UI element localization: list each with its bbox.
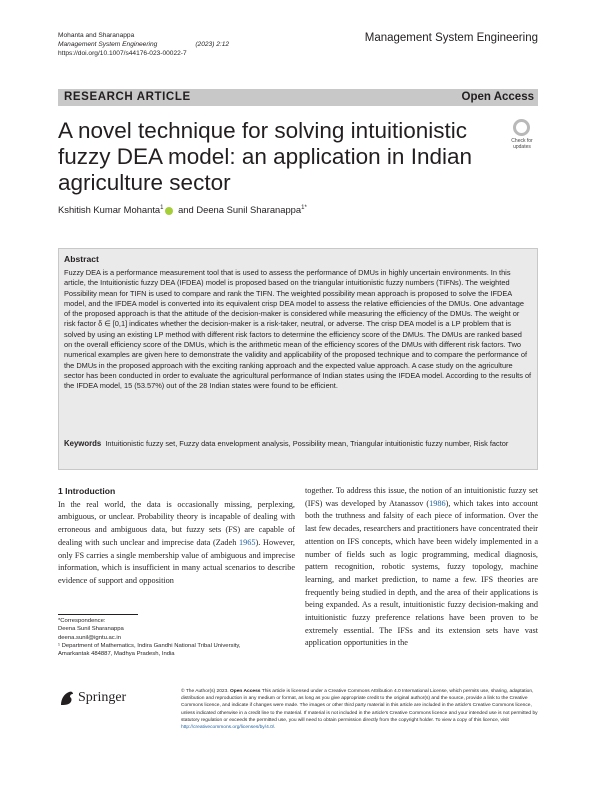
license-copyright: © The Author(s) 2023. bbox=[181, 689, 230, 694]
correspondence-label: *Correspondence: bbox=[58, 618, 106, 624]
open-access-label: Open Access bbox=[461, 91, 534, 103]
crossmark-icon bbox=[513, 119, 530, 136]
citation-link[interactable]: 1986 bbox=[429, 498, 446, 508]
footnote-divider bbox=[58, 614, 138, 615]
publisher-name: Springer bbox=[78, 690, 127, 705]
keywords-label: Keywords bbox=[64, 439, 102, 448]
author-list bbox=[58, 204, 307, 215]
author-2-affiliation: 1* bbox=[301, 204, 307, 211]
body-column-right bbox=[305, 485, 538, 650]
correspondence-email[interactable]: deena.sunil@igntu.ac.in bbox=[58, 634, 121, 641]
body-column-left bbox=[58, 485, 295, 588]
license-link[interactable]: http://creativecommons.org/licenses/by/4.0/ bbox=[181, 725, 275, 731]
abstract-heading: Abstract bbox=[64, 254, 99, 264]
license-end: . bbox=[274, 725, 276, 731]
article-title: A novel technique for solving intuitionistic fuzzy DEA model: an application in Indian agriculture sector bbox=[58, 118, 472, 195]
journal-name: Management System Engineering bbox=[364, 32, 538, 44]
author-1-affiliation: 1 bbox=[160, 204, 164, 211]
keywords-list: Intuitionistic fuzzy set, Fuzzy data envelopment analysis, Possibility mean, Triangular intuitionistic fuzzy number, Risk factor bbox=[105, 439, 509, 448]
running-header bbox=[58, 31, 229, 58]
orcid-icon[interactable] bbox=[165, 207, 173, 215]
intro-text-b: ). However, only FS carries a single membership value of ambiguous and imprecise information, which is insufficient in many actual scenarios to describe evidence of support and opposition bbox=[58, 537, 295, 585]
springer-horse-icon bbox=[58, 689, 76, 707]
intro-text-a: In the real world, the data is occasionally missing, perplexing, ambiguous, or unclear. Probability theory is incapable of dealing with erroneous and ambiguous data, but fuzzy sets (FS) are capable of dealing with such unclear and imprecise data (Zadeh bbox=[58, 499, 295, 547]
article-type-label: RESEARCH ARTICLE bbox=[64, 91, 191, 103]
article-type-banner bbox=[58, 89, 538, 106]
crossmark-badge[interactable] bbox=[506, 119, 538, 155]
crossmark-label: Check for updates bbox=[511, 138, 533, 150]
header-journal: Management System Engineering bbox=[58, 41, 158, 48]
footnotes bbox=[58, 617, 295, 658]
correspondence-name: Deena Sunil Sharanappa bbox=[58, 626, 124, 633]
affiliation-line-1: ¹ Department of Mathematics, Indira Gandhi National Tribal University, bbox=[58, 642, 241, 649]
license-open-access: Open Access bbox=[229, 689, 261, 694]
citation-link[interactable]: 1965 bbox=[239, 537, 256, 547]
section-heading-introduction: 1 Introduction bbox=[58, 486, 116, 496]
abstract-text: Fuzzy DEA is a performance measurement tool that is used to assess the performance of DMUs in highly uncertain environments. In this article, the Intuitionistic fuzzy DEA (IFDEA) model is proposed based on the triangular intuitionistic fuzzy numbers (TIFNs). The weighted Possibility mean for TIFN is used to compare and rank the TIFN. The weighted possibility mean approach is proposed to solve the IFDEA model, and the IFDEA model is converted into its equivalent crisp DEA model to assess the relative efficiencies of the DMUs. One advantage of the proposed approach is that the attitude of the decision-maker is considered while measuring the efficiency of the DMUs. The weight or risk factor δ ∈ [0,1] indicates whether the decision-maker is a risk-taker, neutral, or adverse. The crisp DEA model is a LP problem that is solved by using an existing LP method with different risk factors to determine the efficiency score of the DMUs. The DMUs are ranked based on the overall efficiency score of the DMUs, which is the arithmetic mean of the efficiency scores of the DMUs with different risk factors. Two numerical examples are given here to demonstrate the validity and applicability of the proposed technique and to compare the performance of the DMUs in the proposed approach with the exciting ranking approach and the expected value approach. A case study on the agriculture sector has been conducted in order to evaluate the agricultural performance of Indian states using the IFDEA model. According to the results of the IFDEA model, 15 (53.57%) out of the 28 Indian states were found to be efficient. bbox=[64, 268, 532, 391]
header-authors: Mohanta and Sharanappa bbox=[58, 32, 135, 39]
license-text bbox=[181, 688, 538, 731]
author-2[interactable]: and Deena Sunil Sharanappa bbox=[178, 204, 302, 215]
intro-text-d: ), which takes into account both the truthness and falsity of each piece of information. Over the last few decades, researchers and practitioners have concentrated their attention on IFS concepts, which have been widely implemented in a number of fields such as logic programming, medical diagnosis, pattern recognition, robotic systems, fuzzy topology, machine learning, and market prediction, to name a few. IFS theories are frequently being studied in depth, and the area of their applications is being expanded. As a result, intuitionistic fuzzy decision-making and intuitionistic fuzzy preference relations have been proven to be extremely essential. The IFSs and its extension sets have vast application opportunities in the bbox=[305, 498, 538, 648]
affiliation-line-2: Amarkantak 484887, Madhya Pradesh, India bbox=[58, 651, 175, 658]
intro-text-c: together. To address this issue, the notion of an intuitionistic fuzzy set (IFS) was developed by Atanassov ( bbox=[305, 486, 538, 508]
keywords bbox=[64, 439, 532, 449]
header-volume: (2023) 2:12 bbox=[195, 41, 230, 48]
author-1[interactable]: Kshitish Kumar Mohanta bbox=[58, 204, 161, 215]
license-body: This article is licensed under a Creative Commons Attribution 4.0 International License, which permits use, sharing, adaptation, distribution and reproduction in any medium or format, as long as you give appropriate credit to the original author(s) and the source, provide a link to the Creative Commons licence, and indicate if changes were made. The images or other third party material in this article are included in the article's Creative Commons licence, unless indicated otherwise in a credit line to the material. If material is not included in the article's Creative Commons licence and your intended use is not permitted by statutory regulation or exceeds the permitted use, you will need to obtain permission directly from the copyright holder. To view a copy of this licence, visit bbox=[181, 689, 538, 723]
header-doi-link[interactable]: https://doi.org/10.1007/s44176-023-00022-7 bbox=[58, 50, 187, 57]
